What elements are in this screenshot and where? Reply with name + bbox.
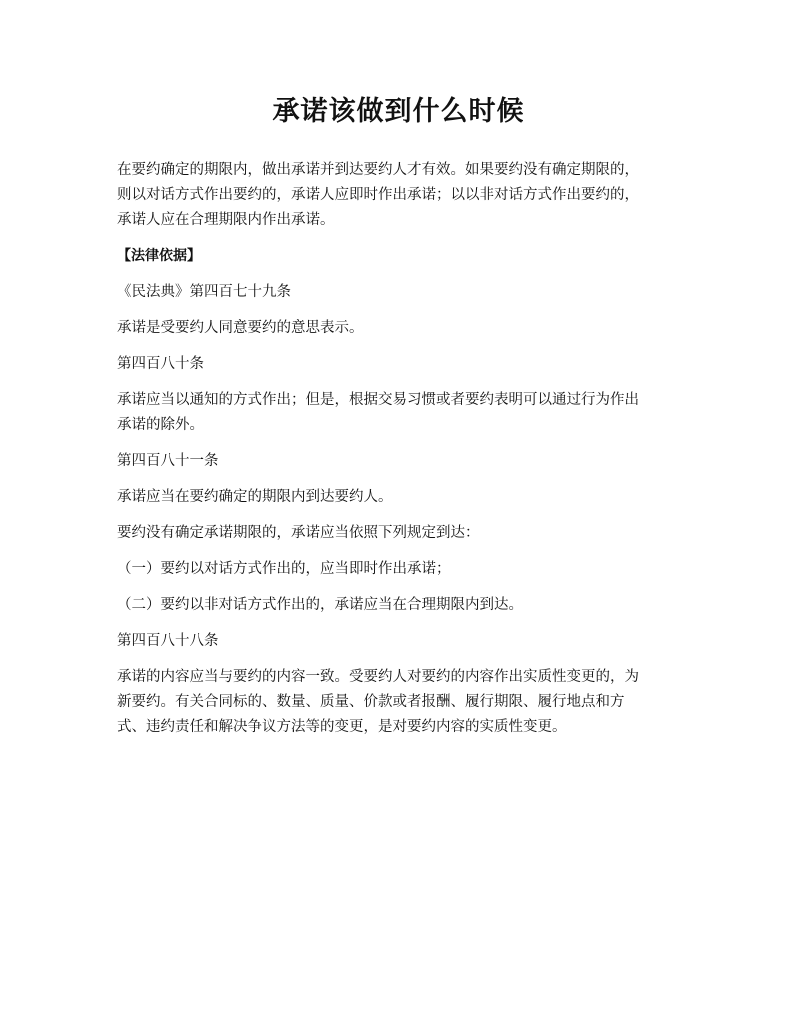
intro-line: 在要约确定的期限内，做出承诺并到达要约人才有效。如果要约没有确定期限的， <box>117 162 639 178</box>
article-481-item-1: （一）要约以对话方式作出的，应当即时作出承诺； <box>117 561 451 577</box>
legal-basis-heading: 【法律依据】 <box>117 248 201 264</box>
article-480-line: 承诺的除外。 <box>117 417 204 433</box>
intro-line: 承诺人应在合理期限内作出承诺。 <box>117 212 335 228</box>
article-479-text: 承诺是受要约人同意要约的意思表示。 <box>117 320 364 336</box>
article-488-line: 新要约。有关合同标的、数量、质量、价款或者报酬、履行期限、履行地点和方 <box>117 694 625 710</box>
document-title: 承诺该做到什么时候 <box>272 96 525 127</box>
article-481-rule: 要约没有确定承诺期限的，承诺应当依照下列规定到达： <box>117 525 480 541</box>
intro-paragraph <box>117 158 680 233</box>
article-481-heading: 第四百八十一条 <box>117 453 219 469</box>
intro-line: 则以对话方式作出要约的，承诺人应即时作出承诺；以以非对话方式作出要约的， <box>117 187 639 203</box>
article-479-heading: 《民法典》第四百七十九条 <box>117 284 291 300</box>
article-488-text <box>117 665 680 740</box>
article-488-line: 承诺的内容应当与要约的内容一致。受要约人对要约的内容作出实质性变更的，为 <box>117 669 639 685</box>
article-480-line: 承诺应当以通知的方式作出；但是，根据交易习惯或者要约表明可以通过行为作出 <box>117 392 639 408</box>
article-481-text: 承诺应当在要约确定的期限内到达要约人。 <box>117 489 393 505</box>
article-480-heading: 第四百八十条 <box>117 356 204 372</box>
article-480-text <box>117 388 680 438</box>
article-481-item-2: （二）要约以非对话方式作出的，承诺应当在合理期限内到达。 <box>117 597 523 613</box>
article-488-line: 式、违约责任和解决争议方法等的变更，是对要约内容的实质性变更。 <box>117 719 567 735</box>
article-488-heading: 第四百八十八条 <box>117 633 219 649</box>
